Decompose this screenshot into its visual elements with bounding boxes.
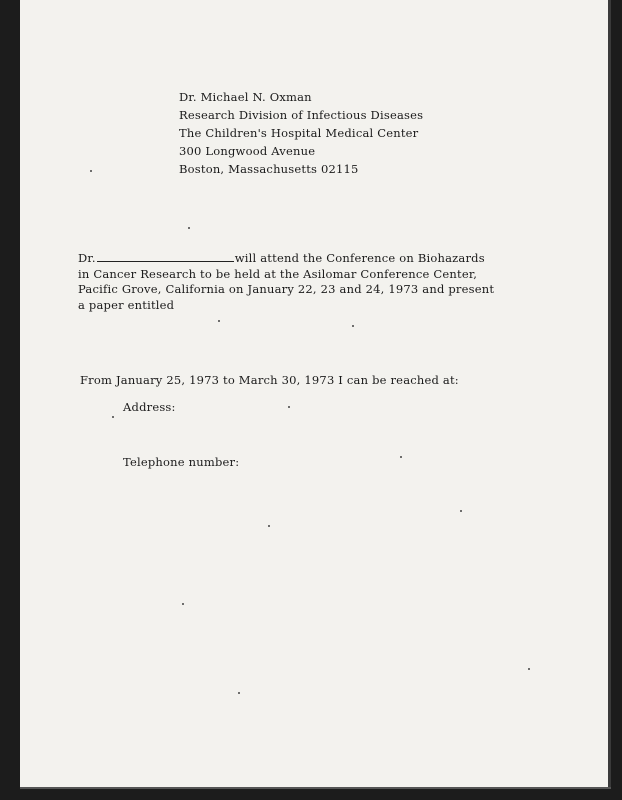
recipient-name: Dr. Michael N. Oxman — [179, 90, 312, 104]
attendance-prefix: Dr. — [78, 251, 96, 265]
recipient-institution: The Children's Hospital Medical Center — [179, 126, 419, 140]
attendance-line-4: a paper entitled — [78, 297, 175, 312]
telephone-label: Telephone number: — [123, 455, 240, 469]
attendance-line-3: Pacific Grove, California on January 22, 23 and 24, 1973 and present — [78, 282, 495, 296]
attendance-line-1-text: will attend the Conference on Biohazards — [234, 251, 485, 265]
name-blank-field[interactable] — [97, 252, 234, 262]
attendance-line-2: in Cancer Research to be held at the Asilomar Conference Center, — [78, 266, 478, 281]
recipient-division: Research Division of Infectious Diseases — [179, 108, 424, 122]
page-bottom-edge — [20, 787, 611, 789]
contact-period-text: From January 25, 1973 to March 30, 1973 I can be reached at: — [80, 373, 459, 387]
page-edge-shadow — [608, 0, 611, 787]
recipient-address-block — [179, 88, 423, 178]
recipient-city: Boston, Massachusetts 02115 — [179, 162, 359, 176]
attendance-paragraph — [78, 251, 508, 313]
attendance-line-1 — [78, 251, 508, 267]
recipient-street: 300 Longwood Avenue — [179, 144, 316, 158]
address-label: Address: — [123, 400, 176, 414]
